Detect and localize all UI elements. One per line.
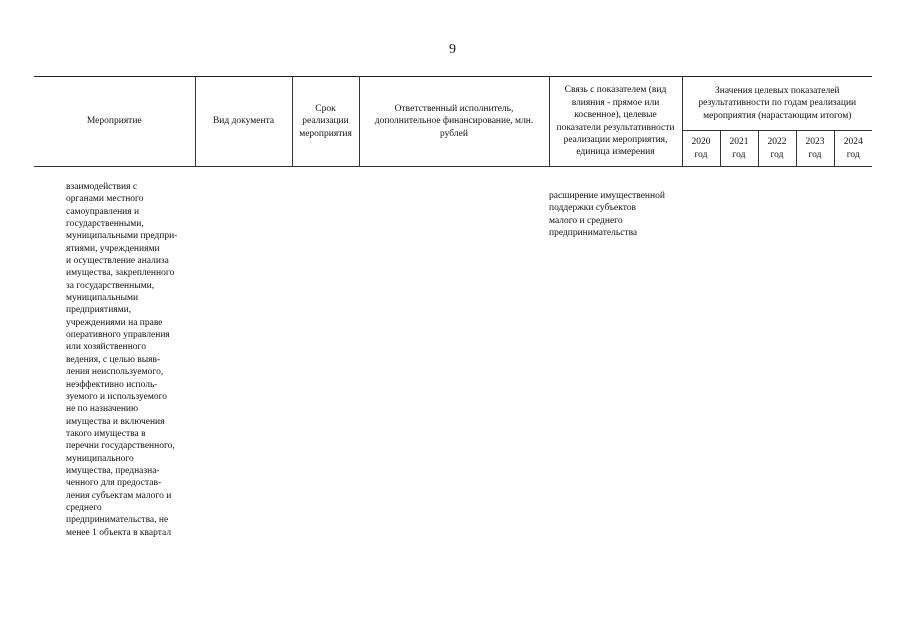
activity-text: взаимодействия с органами местного самоуправления и государственными, муниципальными предпри- ятиями, учреждениями и осуществление анализа имущества, закрепленного за государственными, муниципальными предприятиями, учреждениями на праве оперативного управления или хозяйственного ведения, с целью выяв- ления неиспользуемого, неэффективно исполь- зуемого и используемого не по назначению имущества и включения такого имущества в перечни государственного, муниципального имущества, предназна- ченного для предостав- ления субъектам малого и среднего предпринимательства, не менее 1 объекта в квартал: [66, 182, 178, 538]
header-activity: Мероприятие: [34, 77, 195, 167]
cell-document-type: [195, 167, 292, 539]
page-number: 9: [449, 42, 456, 57]
cell-year-2023: [796, 167, 834, 539]
cell-year-2021: [720, 167, 758, 539]
cell-executor: [359, 167, 549, 539]
header-document-type: Вид документа: [195, 77, 292, 167]
activity-table: [34, 76, 872, 539]
link-text: расширение имущественной поддержки субъектов малого и среднего предпринимательства: [549, 191, 665, 239]
cell-year-2022: [758, 167, 796, 539]
cell-term: [292, 167, 359, 539]
header-term: Срок реализации мероприятия: [292, 77, 359, 167]
header-year-2023: 2023 год: [796, 131, 834, 167]
header-year-2020: 2020 год: [682, 131, 720, 167]
header-year-2024: 2024 год: [834, 131, 872, 167]
header-year-2021: 2021 год: [720, 131, 758, 167]
header-values-group: Значения целевых показателей результативности по годам реализации мероприятия (нарастающим итогом): [682, 77, 872, 131]
header-executor: Ответственный исполнитель, дополнительное финансирование, млн. рублей: [359, 77, 549, 167]
cell-year-2024: [834, 167, 872, 539]
cell-link: [549, 167, 682, 539]
cell-year-2020: [682, 167, 720, 539]
header-link: Связь с показателем (вид влияния - прямое или косвенное), целевые показатели результативности реализации мероприятия, единица измерения: [549, 77, 682, 167]
header-year-2022: 2022 год: [758, 131, 796, 167]
table-row: [34, 167, 872, 539]
cell-activity: [34, 167, 195, 539]
